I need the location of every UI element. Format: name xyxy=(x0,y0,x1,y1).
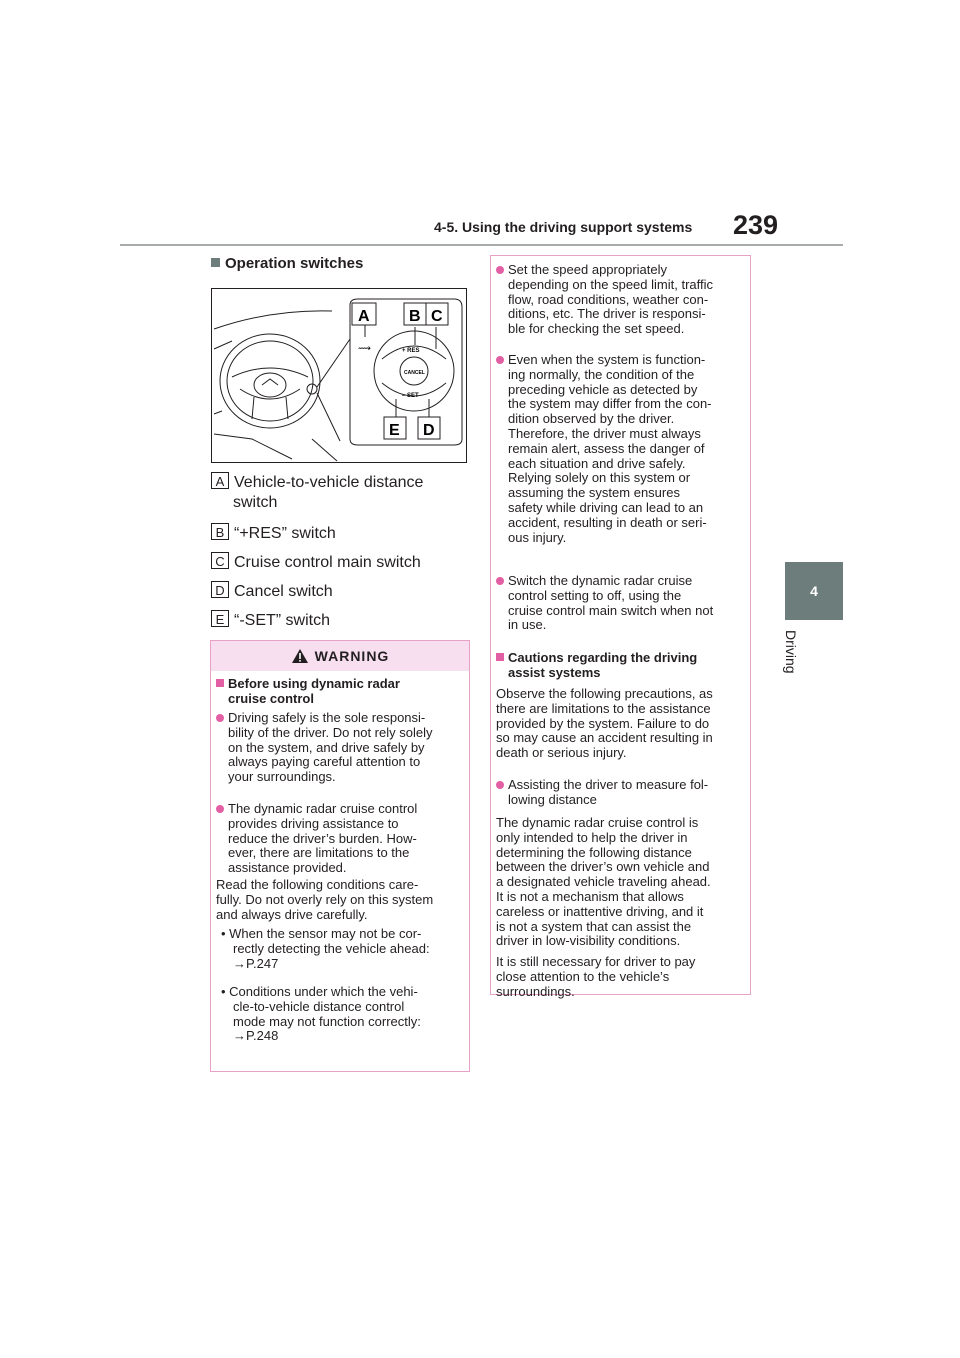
legend-item-d: D Cancel switch xyxy=(211,581,333,601)
res-switch-label: + RES xyxy=(402,348,420,354)
info-bullet-4: Assisting the driver to measure fol- lowing distance xyxy=(496,778,708,808)
chapter-number: 4 xyxy=(810,583,818,599)
figure-label-d: D xyxy=(423,422,435,439)
warning-subheading: Before using dynamic radar cruise control xyxy=(216,677,400,707)
square-bullet-icon xyxy=(496,653,504,661)
caution-box xyxy=(490,255,751,999)
header-divider xyxy=(120,244,843,246)
legend-item-c: C Cruise control main switch xyxy=(211,552,421,572)
info-paragraph-1: Observe the following precautions, as there are limitations to the assistance provided by the system. Failure to do so may cause an accident resulting in death or serious injury. xyxy=(496,686,713,761)
cancel-switch-label: CANCEL xyxy=(404,370,425,376)
square-bullet-icon xyxy=(216,679,224,687)
warning-detail-2: • Conditions under which the vehi- cle-to-vehicle distance control mode may not function correctly: →P.248 xyxy=(221,984,421,1044)
legend-item-b: B “+RES” switch xyxy=(211,523,336,543)
figure-label-c: C xyxy=(431,308,443,325)
warning-bullet-1: Driving safely is the sole responsi- bility of the driver. Do not rely solely on the system, and drive safely by always paying careful attention to your surroundings. xyxy=(216,711,432,785)
chapter-tab xyxy=(785,562,843,620)
running-header: 4-5. Using the driving support systems xyxy=(434,219,693,235)
legend-item-a-cont: switch xyxy=(233,494,278,511)
warning-triangle-icon xyxy=(291,648,309,664)
info-paragraph-2: The dynamic radar cruise control is only intended to help the driver in determining the following distance between the driver’s own vehicle and a designated vehicle traveling ahead. It is not a mechanism that allows careless or inattentive driving, and it is not a system that can assist the driver in low-visibility conditions. xyxy=(496,815,711,949)
steering-switch-illustration xyxy=(211,288,467,463)
warning-box xyxy=(210,640,470,1072)
bullet-dot-icon xyxy=(496,356,504,364)
square-bullet-icon xyxy=(211,258,220,267)
warning-bullet-2: The dynamic radar cruise control provides driving assistance to reduce the driver’s burden. How- ever, there are limitations to the assistance provided. xyxy=(216,802,417,876)
bullet-dot-icon xyxy=(216,714,224,722)
page-number: 239 xyxy=(733,210,779,240)
info-bullet-3: Switch the dynamic radar cruise control setting to off, using the cruise control main switch when not in use. xyxy=(496,574,713,633)
legend-item-e: E “-SET” switch xyxy=(211,610,330,630)
bullet-dot-icon xyxy=(496,577,504,585)
svg-text:⟿: ⟿ xyxy=(358,344,371,354)
warning-title: WARNING xyxy=(314,648,390,664)
chapter-label: Driving xyxy=(783,630,799,674)
bullet-dot-icon xyxy=(496,266,504,274)
info-paragraph-3: It is still necessary for driver to pay close attention to the vehicle’s surroundings. xyxy=(496,954,696,999)
bullet-dot-icon xyxy=(216,805,224,813)
warning-header xyxy=(211,641,469,671)
info-bullet-1: Set the speed appropriately depending on the speed limit, traffic flow, road conditions, weather con- ditions, etc. The driver is responsi- ble for checking the set speed. xyxy=(496,263,713,337)
figure-label-e: E xyxy=(389,422,400,439)
set-switch-label: – SET xyxy=(402,393,419,399)
warning-paragraph: Read the following conditions care- fully. Do not overly rely on this system and always drive carefully. xyxy=(216,877,434,922)
info-bullet-2: Even when the system is function- ing normally, the condition of the preceding vehicle as detected by the system may differ from the con- dition observed by the driver. Therefore, the driver must always remain alert, assess the danger of each situation and drive safely. Relying solely on this system or assuming the system ensures safety while driving can lead to an accident, resulting in death or seri- ous injury. xyxy=(496,353,712,545)
warning-detail-1: • When the sensor may not be cor- rectly detecting the vehicle ahead: →P.247 xyxy=(221,926,430,971)
bullet-dot-icon xyxy=(496,781,504,789)
info-subheading: Cautions regarding the driving assist systems xyxy=(496,651,697,681)
figure-label-a: A xyxy=(358,308,370,325)
legend-item-a: A Vehicle-to-vehicle distance xyxy=(211,472,423,492)
section-title: Operation switches xyxy=(211,255,363,272)
figure-label-b: B xyxy=(409,308,421,325)
steering-wheel-illustration xyxy=(212,289,466,462)
